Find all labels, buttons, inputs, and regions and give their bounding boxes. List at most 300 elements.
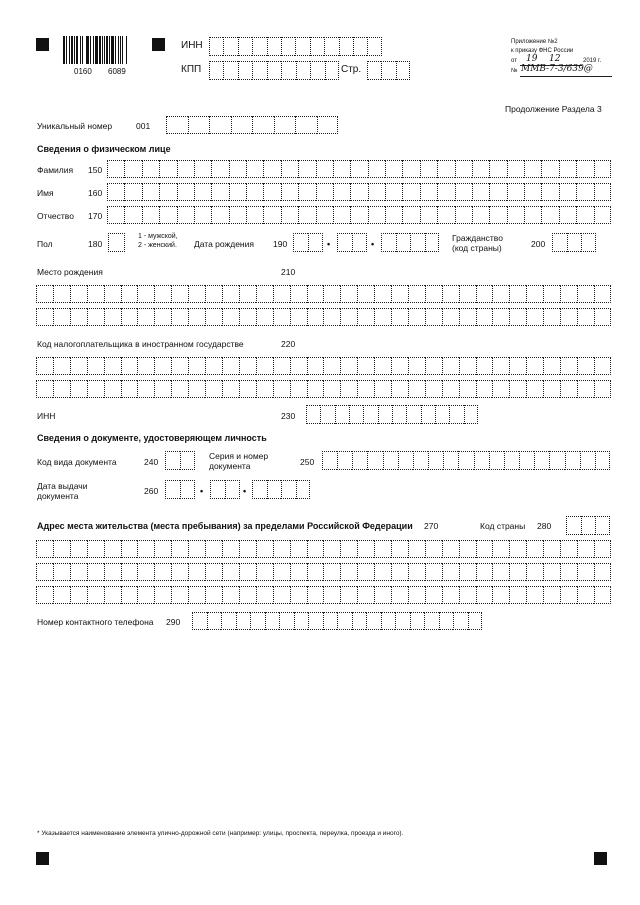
field-cell[interactable] [577, 308, 594, 326]
field-cell[interactable] [357, 540, 374, 558]
field-cell[interactable] [252, 37, 266, 56]
field-cell[interactable] [449, 405, 463, 424]
field-cell[interactable] [171, 586, 188, 604]
field-cell[interactable] [53, 540, 70, 558]
field-cell[interactable] [374, 586, 391, 604]
field-cell[interactable] [392, 405, 406, 424]
field-cell[interactable] [408, 540, 425, 558]
field-cell[interactable] [209, 37, 223, 56]
field-cell[interactable] [489, 206, 506, 224]
field-cell[interactable] [290, 563, 307, 581]
field-cell[interactable] [263, 160, 280, 178]
field-cell[interactable] [420, 160, 437, 178]
field-cell[interactable] [308, 233, 323, 252]
inn-person-field[interactable] [306, 405, 478, 424]
birth-year-field[interactable] [381, 233, 439, 252]
field-cell[interactable] [307, 540, 324, 558]
field-cell[interactable] [225, 480, 240, 499]
field-cell[interactable] [492, 357, 509, 375]
field-cell[interactable] [391, 357, 408, 375]
field-cell[interactable] [210, 480, 225, 499]
field-cell[interactable] [107, 206, 124, 224]
field-cell[interactable] [340, 540, 357, 558]
field-cell[interactable] [188, 586, 205, 604]
field-cell[interactable] [340, 308, 357, 326]
birth-place-field[interactable] [36, 285, 611, 303]
foreign-tax-code-field[interactable] [36, 357, 611, 375]
field-cell[interactable] [352, 612, 367, 630]
field-cell[interactable] [322, 451, 337, 470]
field-cell[interactable] [188, 540, 205, 558]
field-cell[interactable] [177, 183, 194, 201]
field-cell[interactable] [594, 308, 611, 326]
field-cell[interactable] [594, 160, 611, 178]
field-cell[interactable] [567, 233, 582, 252]
field-cell[interactable] [594, 285, 611, 303]
field-cell[interactable] [121, 586, 138, 604]
field-cell[interactable] [307, 380, 324, 398]
foreign-tax-code-field[interactable] [36, 380, 611, 398]
field-cell[interactable] [408, 586, 425, 604]
field-cell[interactable] [273, 540, 290, 558]
field-cell[interactable] [306, 405, 320, 424]
field-cell[interactable] [188, 308, 205, 326]
issue-month-field[interactable] [210, 480, 240, 499]
field-cell[interactable] [476, 563, 493, 581]
field-cell[interactable] [281, 37, 295, 56]
field-cell[interactable] [476, 308, 493, 326]
field-cell[interactable] [559, 206, 576, 224]
field-cell[interactable] [565, 451, 580, 470]
field-cell[interactable] [560, 285, 577, 303]
field-cell[interactable] [207, 612, 222, 630]
field-cell[interactable] [137, 285, 154, 303]
field-cell[interactable] [442, 285, 459, 303]
field-cell[interactable] [368, 160, 385, 178]
field-cell[interactable] [368, 183, 385, 201]
field-cell[interactable] [421, 405, 435, 424]
field-cell[interactable] [333, 183, 350, 201]
field-cell[interactable] [295, 116, 317, 134]
field-cell[interactable] [323, 357, 340, 375]
field-cell[interactable] [560, 586, 577, 604]
field-cell[interactable] [566, 516, 581, 535]
field-cell[interactable] [476, 540, 493, 558]
field-cell[interactable] [246, 183, 263, 201]
field-cell[interactable] [492, 563, 509, 581]
field-cell[interactable] [509, 357, 526, 375]
field-cell[interactable] [413, 451, 428, 470]
field-cell[interactable] [290, 357, 307, 375]
field-cell[interactable] [381, 61, 395, 80]
field-cell[interactable] [439, 612, 454, 630]
field-cell[interactable] [211, 206, 228, 224]
field-cell[interactable] [192, 612, 207, 630]
field-cell[interactable] [424, 612, 439, 630]
field-cell[interactable] [476, 285, 493, 303]
page-number-field[interactable] [367, 61, 410, 80]
field-cell[interactable] [524, 183, 541, 201]
field-cell[interactable] [410, 233, 425, 252]
field-cell[interactable] [87, 308, 104, 326]
field-cell[interactable] [402, 160, 419, 178]
field-cell[interactable] [307, 308, 324, 326]
field-cell[interactable] [194, 206, 211, 224]
field-cell[interactable] [188, 563, 205, 581]
field-cell[interactable] [459, 357, 476, 375]
field-cell[interactable] [323, 612, 338, 630]
field-cell[interactable] [188, 116, 210, 134]
field-cell[interactable] [581, 516, 596, 535]
field-cell[interactable] [159, 206, 176, 224]
field-cell[interactable] [239, 586, 256, 604]
field-cell[interactable] [442, 357, 459, 375]
field-cell[interactable] [209, 116, 231, 134]
field-cell[interactable] [357, 357, 374, 375]
field-cell[interactable] [408, 380, 425, 398]
field-cell[interactable] [121, 540, 138, 558]
field-cell[interactable] [337, 612, 352, 630]
gender-field[interactable] [108, 233, 125, 252]
field-cell[interactable] [246, 206, 263, 224]
field-cell[interactable] [121, 357, 138, 375]
field-cell[interactable] [580, 451, 595, 470]
field-cell[interactable] [320, 405, 334, 424]
field-cell[interactable] [509, 563, 526, 581]
field-cell[interactable] [53, 563, 70, 581]
field-cell[interactable] [252, 61, 266, 80]
field-cell[interactable] [124, 160, 141, 178]
field-cell[interactable] [507, 183, 524, 201]
field-cell[interactable] [395, 612, 410, 630]
field-cell[interactable] [381, 612, 396, 630]
field-cell[interactable] [437, 160, 454, 178]
field-cell[interactable] [459, 563, 476, 581]
field-cell[interactable] [398, 451, 413, 470]
field-cell[interactable] [229, 160, 246, 178]
issue-day-field[interactable] [165, 480, 195, 499]
field-cell[interactable] [453, 612, 468, 630]
field-cell[interactable] [222, 563, 239, 581]
field-cell[interactable] [489, 183, 506, 201]
field-cell[interactable] [205, 540, 222, 558]
field-cell[interactable] [307, 586, 324, 604]
field-cell[interactable] [425, 586, 442, 604]
field-cell[interactable] [290, 540, 307, 558]
field-cell[interactable] [36, 540, 53, 558]
field-cell[interactable] [541, 183, 558, 201]
field-cell[interactable] [352, 451, 367, 470]
name-field[interactable] [107, 183, 611, 201]
field-cell[interactable] [406, 405, 420, 424]
field-cell[interactable] [194, 160, 211, 178]
field-cell[interactable] [472, 183, 489, 201]
field-cell[interactable] [256, 586, 273, 604]
field-cell[interactable] [492, 285, 509, 303]
field-cell[interactable] [595, 451, 610, 470]
address-field[interactable] [36, 563, 611, 581]
field-cell[interactable] [171, 285, 188, 303]
field-cell[interactable] [509, 586, 526, 604]
field-cell[interactable] [425, 308, 442, 326]
field-cell[interactable] [36, 563, 53, 581]
field-cell[interactable] [154, 285, 171, 303]
field-cell[interactable] [53, 586, 70, 604]
birth-day-field[interactable] [293, 233, 323, 252]
field-cell[interactable] [357, 308, 374, 326]
field-cell[interactable] [229, 183, 246, 201]
field-cell[interactable] [352, 233, 367, 252]
field-cell[interactable] [317, 116, 339, 134]
patronymic-field[interactable] [107, 206, 611, 224]
field-cell[interactable] [267, 480, 282, 499]
field-cell[interactable] [108, 233, 125, 252]
field-cell[interactable] [239, 540, 256, 558]
field-cell[interactable] [290, 308, 307, 326]
field-cell[interactable] [391, 380, 408, 398]
field-cell[interactable] [87, 380, 104, 398]
field-cell[interactable] [472, 206, 489, 224]
field-cell[interactable] [507, 160, 524, 178]
field-cell[interactable] [519, 451, 534, 470]
field-cell[interactable] [385, 206, 402, 224]
field-cell[interactable] [534, 451, 549, 470]
field-cell[interactable] [526, 308, 543, 326]
field-cell[interactable] [509, 380, 526, 398]
field-cell[interactable] [231, 116, 253, 134]
field-cell[interactable] [104, 380, 121, 398]
field-cell[interactable] [577, 357, 594, 375]
field-cell[interactable] [308, 612, 323, 630]
field-cell[interactable] [205, 308, 222, 326]
field-cell[interactable] [402, 206, 419, 224]
birth-place-field[interactable] [36, 308, 611, 326]
field-cell[interactable] [310, 61, 324, 80]
field-cell[interactable] [560, 357, 577, 375]
field-cell[interactable] [509, 540, 526, 558]
field-cell[interactable] [70, 380, 87, 398]
field-cell[interactable] [594, 357, 611, 375]
field-cell[interactable] [171, 308, 188, 326]
field-cell[interactable] [239, 308, 256, 326]
field-cell[interactable] [337, 233, 352, 252]
address-field[interactable] [36, 586, 611, 604]
field-cell[interactable] [137, 357, 154, 375]
field-cell[interactable] [581, 233, 596, 252]
field-cell[interactable] [552, 233, 567, 252]
series-number-field[interactable] [322, 451, 610, 470]
field-cell[interactable] [577, 285, 594, 303]
field-cell[interactable] [594, 586, 611, 604]
field-cell[interactable] [154, 563, 171, 581]
field-cell[interactable] [107, 160, 124, 178]
field-cell[interactable] [324, 37, 338, 56]
field-cell[interactable] [104, 357, 121, 375]
field-cell[interactable] [274, 116, 296, 134]
field-cell[interactable] [294, 612, 309, 630]
field-cell[interactable] [374, 357, 391, 375]
field-cell[interactable] [295, 37, 309, 56]
field-cell[interactable] [353, 37, 367, 56]
field-cell[interactable] [256, 380, 273, 398]
field-cell[interactable] [273, 357, 290, 375]
field-cell[interactable] [121, 308, 138, 326]
field-cell[interactable] [492, 308, 509, 326]
field-cell[interactable] [87, 285, 104, 303]
field-cell[interactable] [560, 380, 577, 398]
field-cell[interactable] [383, 451, 398, 470]
field-cell[interactable] [87, 586, 104, 604]
field-cell[interactable] [492, 380, 509, 398]
field-cell[interactable] [385, 183, 402, 201]
field-cell[interactable] [273, 308, 290, 326]
field-cell[interactable] [402, 183, 419, 201]
field-cell[interactable] [504, 451, 519, 470]
phone-field[interactable] [192, 612, 482, 630]
field-cell[interactable] [459, 586, 476, 604]
field-cell[interactable] [70, 308, 87, 326]
field-cell[interactable] [333, 206, 350, 224]
field-cell[interactable] [238, 61, 252, 80]
field-cell[interactable] [180, 451, 195, 470]
field-cell[interactable] [576, 206, 593, 224]
field-cell[interactable] [374, 563, 391, 581]
field-cell[interactable] [281, 160, 298, 178]
field-cell[interactable] [36, 357, 53, 375]
field-cell[interactable] [340, 285, 357, 303]
field-cell[interactable] [53, 380, 70, 398]
field-cell[interactable] [121, 285, 138, 303]
field-cell[interactable] [374, 285, 391, 303]
field-cell[interactable] [238, 37, 252, 56]
field-cell[interactable] [205, 357, 222, 375]
field-cell[interactable] [396, 233, 411, 252]
field-cell[interactable] [137, 540, 154, 558]
field-cell[interactable] [316, 183, 333, 201]
field-cell[interactable] [464, 405, 478, 424]
field-cell[interactable] [104, 308, 121, 326]
field-cell[interactable] [293, 233, 308, 252]
field-cell[interactable] [526, 357, 543, 375]
field-cell[interactable] [281, 61, 295, 80]
field-cell[interactable] [36, 586, 53, 604]
field-cell[interactable] [256, 540, 273, 558]
field-cell[interactable] [316, 206, 333, 224]
field-cell[interactable] [526, 563, 543, 581]
field-cell[interactable] [509, 308, 526, 326]
field-cell[interactable] [340, 563, 357, 581]
field-cell[interactable] [367, 451, 382, 470]
field-cell[interactable] [408, 563, 425, 581]
field-cell[interactable] [474, 451, 489, 470]
field-cell[interactable] [391, 540, 408, 558]
field-cell[interactable] [252, 480, 267, 499]
field-cell[interactable] [229, 206, 246, 224]
field-cell[interactable] [543, 586, 560, 604]
field-cell[interactable] [279, 612, 294, 630]
field-cell[interactable] [177, 160, 194, 178]
field-cell[interactable] [70, 285, 87, 303]
field-cell[interactable] [273, 380, 290, 398]
field-cell[interactable] [408, 285, 425, 303]
field-cell[interactable] [142, 183, 159, 201]
field-cell[interactable] [425, 380, 442, 398]
field-cell[interactable] [340, 357, 357, 375]
field-cell[interactable] [549, 451, 564, 470]
field-cell[interactable] [222, 586, 239, 604]
field-cell[interactable] [211, 160, 228, 178]
field-cell[interactable] [391, 285, 408, 303]
field-cell[interactable] [594, 206, 611, 224]
field-cell[interactable] [425, 357, 442, 375]
field-cell[interactable] [239, 357, 256, 375]
field-cell[interactable] [36, 380, 53, 398]
field-cell[interactable] [524, 206, 541, 224]
field-cell[interactable] [526, 540, 543, 558]
field-cell[interactable] [223, 61, 237, 80]
address-field[interactable] [36, 540, 611, 558]
field-cell[interactable] [236, 612, 251, 630]
field-cell[interactable] [476, 586, 493, 604]
field-cell[interactable] [263, 183, 280, 201]
field-cell[interactable] [70, 563, 87, 581]
field-cell[interactable] [137, 563, 154, 581]
field-cell[interactable] [594, 183, 611, 201]
field-cell[interactable] [455, 160, 472, 178]
field-cell[interactable] [396, 61, 410, 80]
field-cell[interactable] [543, 563, 560, 581]
field-cell[interactable] [137, 308, 154, 326]
field-cell[interactable] [350, 160, 367, 178]
field-cell[interactable] [459, 308, 476, 326]
field-cell[interactable] [171, 563, 188, 581]
field-cell[interactable] [209, 61, 223, 80]
field-cell[interactable] [121, 380, 138, 398]
field-cell[interactable] [296, 480, 311, 499]
field-cell[interactable] [468, 612, 483, 630]
field-cell[interactable] [177, 206, 194, 224]
field-cell[interactable] [442, 540, 459, 558]
field-cell[interactable] [476, 380, 493, 398]
field-cell[interactable] [273, 285, 290, 303]
field-cell[interactable] [70, 586, 87, 604]
field-cell[interactable] [560, 308, 577, 326]
field-cell[interactable] [273, 563, 290, 581]
field-cell[interactable] [594, 563, 611, 581]
field-cell[interactable] [339, 37, 353, 56]
field-cell[interactable] [374, 380, 391, 398]
field-cell[interactable] [594, 540, 611, 558]
field-cell[interactable] [53, 357, 70, 375]
field-cell[interactable] [205, 586, 222, 604]
field-cell[interactable] [577, 586, 594, 604]
field-cell[interactable] [543, 380, 560, 398]
birth-month-field[interactable] [337, 233, 367, 252]
field-cell[interactable] [340, 380, 357, 398]
citizenship-field[interactable] [552, 233, 596, 252]
field-cell[interactable] [408, 308, 425, 326]
field-cell[interactable] [273, 586, 290, 604]
field-cell[interactable] [333, 160, 350, 178]
field-cell[interactable] [104, 586, 121, 604]
field-cell[interactable] [142, 160, 159, 178]
field-cell[interactable] [107, 183, 124, 201]
field-cell[interactable] [349, 405, 363, 424]
field-cell[interactable] [137, 586, 154, 604]
field-cell[interactable] [124, 206, 141, 224]
field-cell[interactable] [166, 116, 188, 134]
field-cell[interactable] [366, 612, 381, 630]
